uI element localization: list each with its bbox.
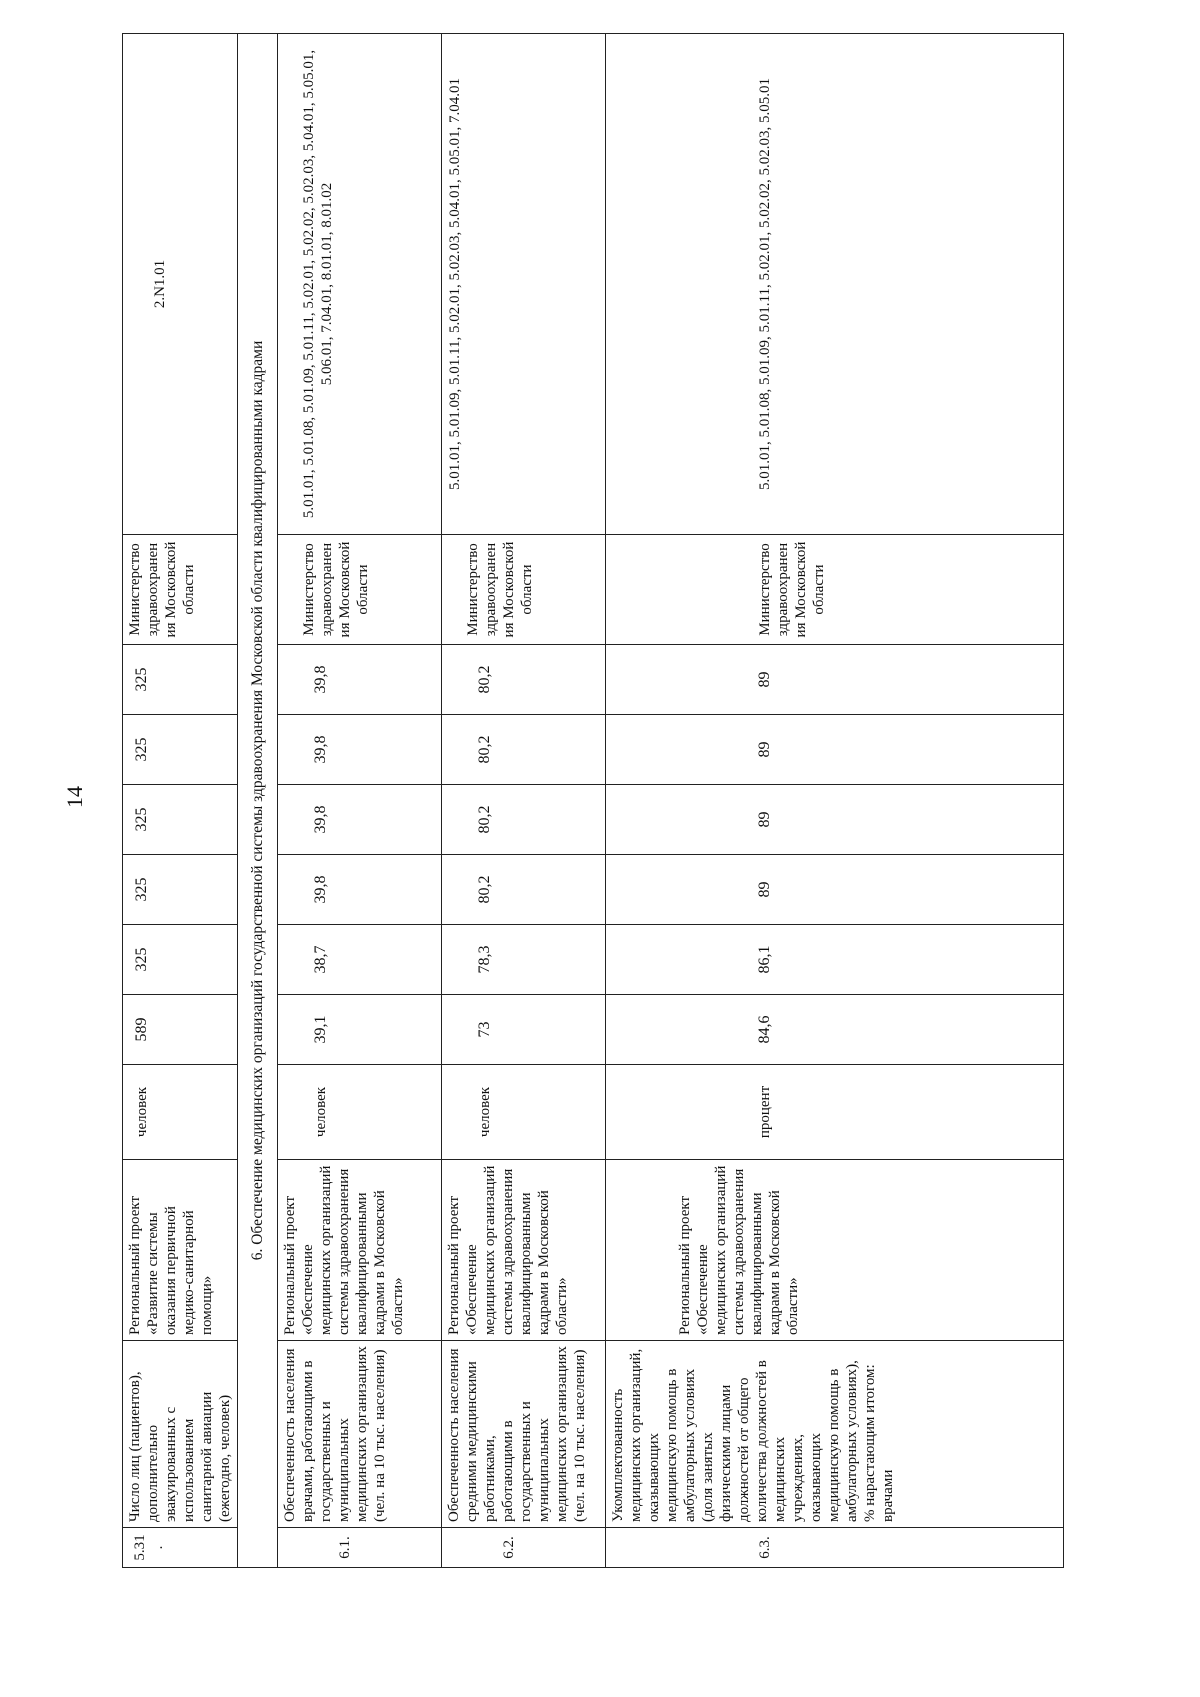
value-cell: 84,6 xyxy=(606,995,1064,1065)
unit-cell: человек xyxy=(278,1065,442,1160)
value-cell: 89 xyxy=(606,715,1064,785)
value-cell: 78,3 xyxy=(442,925,606,995)
value-cell: 80,2 xyxy=(442,715,606,785)
unit-cell: человек xyxy=(123,1065,238,1160)
unit-cell: человек xyxy=(442,1065,606,1160)
event-codes: 2.N1.01 xyxy=(123,34,238,535)
regional-project: Региональный проект «Обеспечение медицинских организаций системы здравоохранения квалифицированными кадрами в Московской области» xyxy=(606,1160,1064,1341)
value-cell: 325 xyxy=(123,855,238,925)
responsible-body: Министерство здравоохранения Московской области xyxy=(278,535,442,645)
value-cell: 89 xyxy=(606,855,1064,925)
event-codes: 5.01.01, 5.01.09, 5.01.11, 5.02.01, 5.02.03, 5.04.01, 5.05.01, 7.04.01 xyxy=(442,34,606,535)
indicator-name: Обеспеченность населения врачами, работающими в государственных и муниципальных медицинских организациях (чел. на 10 тыс. населения) xyxy=(278,1341,442,1528)
section-heading-row xyxy=(238,34,278,1568)
value-cell: 89 xyxy=(606,645,1064,715)
responsible-body: Министерство здравоохранения Московской области xyxy=(442,535,606,645)
event-codes: 5.01.01, 5.01.08, 5.01.09, 5.01.11, 5.02.01, 5.02.02, 5.02.03, 5.04.01, 5.05.01, 5.06.01, 7.04.01, 8.01.01, 8.01.02 xyxy=(278,34,442,535)
value-cell: 38,7 xyxy=(278,925,442,995)
value-cell: 80,2 xyxy=(442,645,606,715)
value-cell: 39,1 xyxy=(278,995,442,1065)
table-row xyxy=(442,34,606,1568)
table-row xyxy=(606,34,1064,1568)
event-codes: 5.01.01, 5.01.08, 5.01.09, 5.01.11, 5.02.01, 5.02.02, 5.02.03, 5.05.01 xyxy=(606,34,1064,535)
regional-project: Региональный проект «Обеспечение медицинских организаций системы здравоохранения квалифицированными кадрами в Московской области» xyxy=(278,1160,442,1341)
row-number: 6.2. xyxy=(442,1528,606,1568)
value-cell: 39,8 xyxy=(278,715,442,785)
unit-cell: процент xyxy=(606,1065,1064,1160)
regional-project: Региональный проект «Развитие системы оказания первичной медико-санитарной помощи» xyxy=(123,1160,238,1341)
value-cell: 39,8 xyxy=(278,785,442,855)
row-number: 6.3. xyxy=(606,1528,1064,1568)
indicator-name: Число лиц (пациентов), дополнительно эвакуированных с использованием санитарной авиации (ежегодно, человек) xyxy=(123,1341,238,1528)
value-cell: 80,2 xyxy=(442,785,606,855)
responsible-body: Министерство здравоохранения Московской области xyxy=(606,535,1064,645)
indicator-name: Обеспеченность населения средними медицинскими работниками, работающими в государственных и муниципальных медицинских организациях (чел. на 10 тыс. населения) xyxy=(442,1341,606,1528)
section-title: 6. Обеспечение медицинских организаций государственной системы здравоохранения Московской области квалифицированными кадрами xyxy=(238,34,278,1568)
value-cell: 589 xyxy=(123,995,238,1065)
value-cell: 39,8 xyxy=(278,645,442,715)
value-cell: 325 xyxy=(123,715,238,785)
responsible-body: Министерство здравоохранения Московской области xyxy=(123,535,238,645)
value-cell: 325 xyxy=(123,645,238,715)
value-cell: 39,8 xyxy=(278,855,442,925)
row-number: 6.1. xyxy=(278,1528,442,1568)
indicator-name: Укомплектованность медицинских организаций, оказывающих медицинскую помощь в амбулаторных условиях (доля занятых физическими лицами должностей от общего количества должностей в медицинских учреждениях, оказывающих медицинскую помощь в амбулаторных условиях), % нарастающим итогом: врачами xyxy=(606,1341,1064,1528)
table-row xyxy=(123,34,238,1568)
regional-project: Региональный проект «Обеспечение медицинских организаций системы здравоохранения квалифицированными кадрами в Московской области» xyxy=(442,1160,606,1341)
value-cell: 325 xyxy=(123,785,238,855)
value-cell: 86,1 xyxy=(606,925,1064,995)
row-number: 5.31. xyxy=(123,1528,238,1568)
table-row xyxy=(278,34,442,1568)
page-number: 14 xyxy=(62,786,87,808)
value-cell: 73 xyxy=(442,995,606,1065)
rotated-table-container xyxy=(122,34,1062,1568)
value-cell: 89 xyxy=(606,785,1064,855)
indicators-table xyxy=(122,33,1064,1568)
value-cell: 325 xyxy=(123,925,238,995)
value-cell: 80,2 xyxy=(442,855,606,925)
